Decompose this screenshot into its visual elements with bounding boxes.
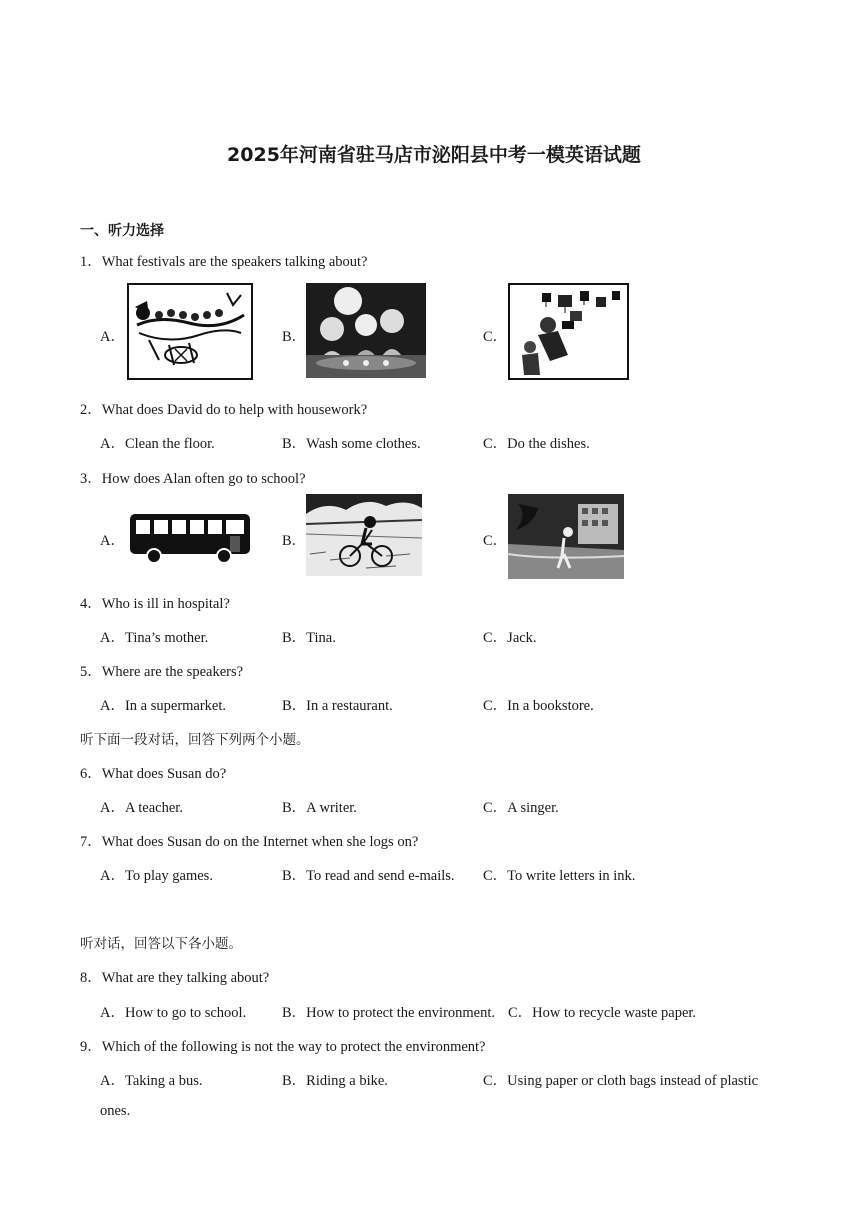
walking-student-picture-icon <box>508 494 624 579</box>
question-2-option-c[interactable]: C．Do the dishes. <box>483 436 590 452</box>
question-5-stem: 5．Where are the speakers? <box>80 664 244 680</box>
question-7-stem: 7．What does Susan do on the Internet when she logs on? <box>80 834 419 850</box>
instruction-note-1: 听下面一段对话，回答下列两个小题。 <box>80 732 310 748</box>
question-6-option-c[interactable]: C．A singer. <box>483 800 559 816</box>
question-4-stem: 4．Who is ill in hospital? <box>80 596 230 612</box>
question-3-option-c-label: C． <box>483 533 508 549</box>
question-1-option-a-label: A． <box>100 329 125 345</box>
dragon-boat-picture-icon <box>127 283 253 380</box>
question-8-option-b[interactable]: B．How to protect the environment. <box>282 1005 496 1021</box>
bike-rider-picture-icon <box>306 494 422 576</box>
question-4-option-b[interactable]: B．Tina. <box>282 630 336 646</box>
question-1-option-b-label: B． <box>282 329 307 345</box>
question-2-option-a[interactable]: A．Clean the floor. <box>100 436 215 452</box>
question-7-option-b[interactable]: B．To read and send e-mails. <box>282 868 455 884</box>
question-5-option-a[interactable]: A．In a supermarket. <box>100 698 227 714</box>
question-6-option-b[interactable]: B．A writer. <box>282 800 357 816</box>
question-7-option-c[interactable]: C．To write letters in ink. <box>483 868 636 884</box>
instruction-note-2: 听对话，回答以下各小题。 <box>80 936 242 952</box>
page-title: 2025年河南省驻马店市泌阳县中考一模英语试题 <box>227 144 641 166</box>
question-5-option-b[interactable]: B．In a restaurant. <box>282 698 393 714</box>
question-9-option-c[interactable]: C．Using paper or cloth bags instead of plastic <box>483 1073 759 1089</box>
question-9-option-a[interactable]: A．Taking a bus. <box>100 1073 203 1089</box>
question-1-option-c-label: C． <box>483 329 508 345</box>
question-2-stem: 2．What does David do to help with housework? <box>80 402 368 418</box>
question-9-option-c-continuation: ones. <box>100 1103 131 1119</box>
question-9-option-b[interactable]: B．Riding a bike. <box>282 1073 388 1089</box>
bus-picture-icon <box>126 510 254 565</box>
question-8-option-a[interactable]: A．How to go to school. <box>100 1005 247 1021</box>
family-moon-festival-picture-icon <box>306 283 426 378</box>
question-5-option-c[interactable]: C．In a bookstore. <box>483 698 594 714</box>
question-6-stem: 6．What does Susan do? <box>80 766 227 782</box>
question-3-option-b-label: B． <box>282 533 307 549</box>
question-6-option-a[interactable]: A．A teacher. <box>100 800 183 816</box>
question-7-option-a[interactable]: A．To play games. <box>100 868 213 884</box>
question-3-stem: 3．How does Alan often go to school? <box>80 471 306 487</box>
question-2-option-b[interactable]: B．Wash some clothes. <box>282 436 421 452</box>
question-9-stem: 9．Which of the following is not the way to protect the environment? <box>80 1039 486 1055</box>
question-8-option-c[interactable]: C．How to recycle waste paper. <box>508 1005 697 1021</box>
question-1-stem: 1．What festivals are the speakers talking about? <box>80 254 368 270</box>
question-3-option-a-label: A． <box>100 533 125 549</box>
question-4-option-c[interactable]: C．Jack. <box>483 630 537 646</box>
question-8-stem: 8．What are they talking about? <box>80 970 270 986</box>
section-heading-listening: 一、听力选择 <box>80 223 164 239</box>
question-4-option-a[interactable]: A．Tina’s mother. <box>100 630 209 646</box>
lanterns-festival-picture-icon <box>508 283 629 380</box>
